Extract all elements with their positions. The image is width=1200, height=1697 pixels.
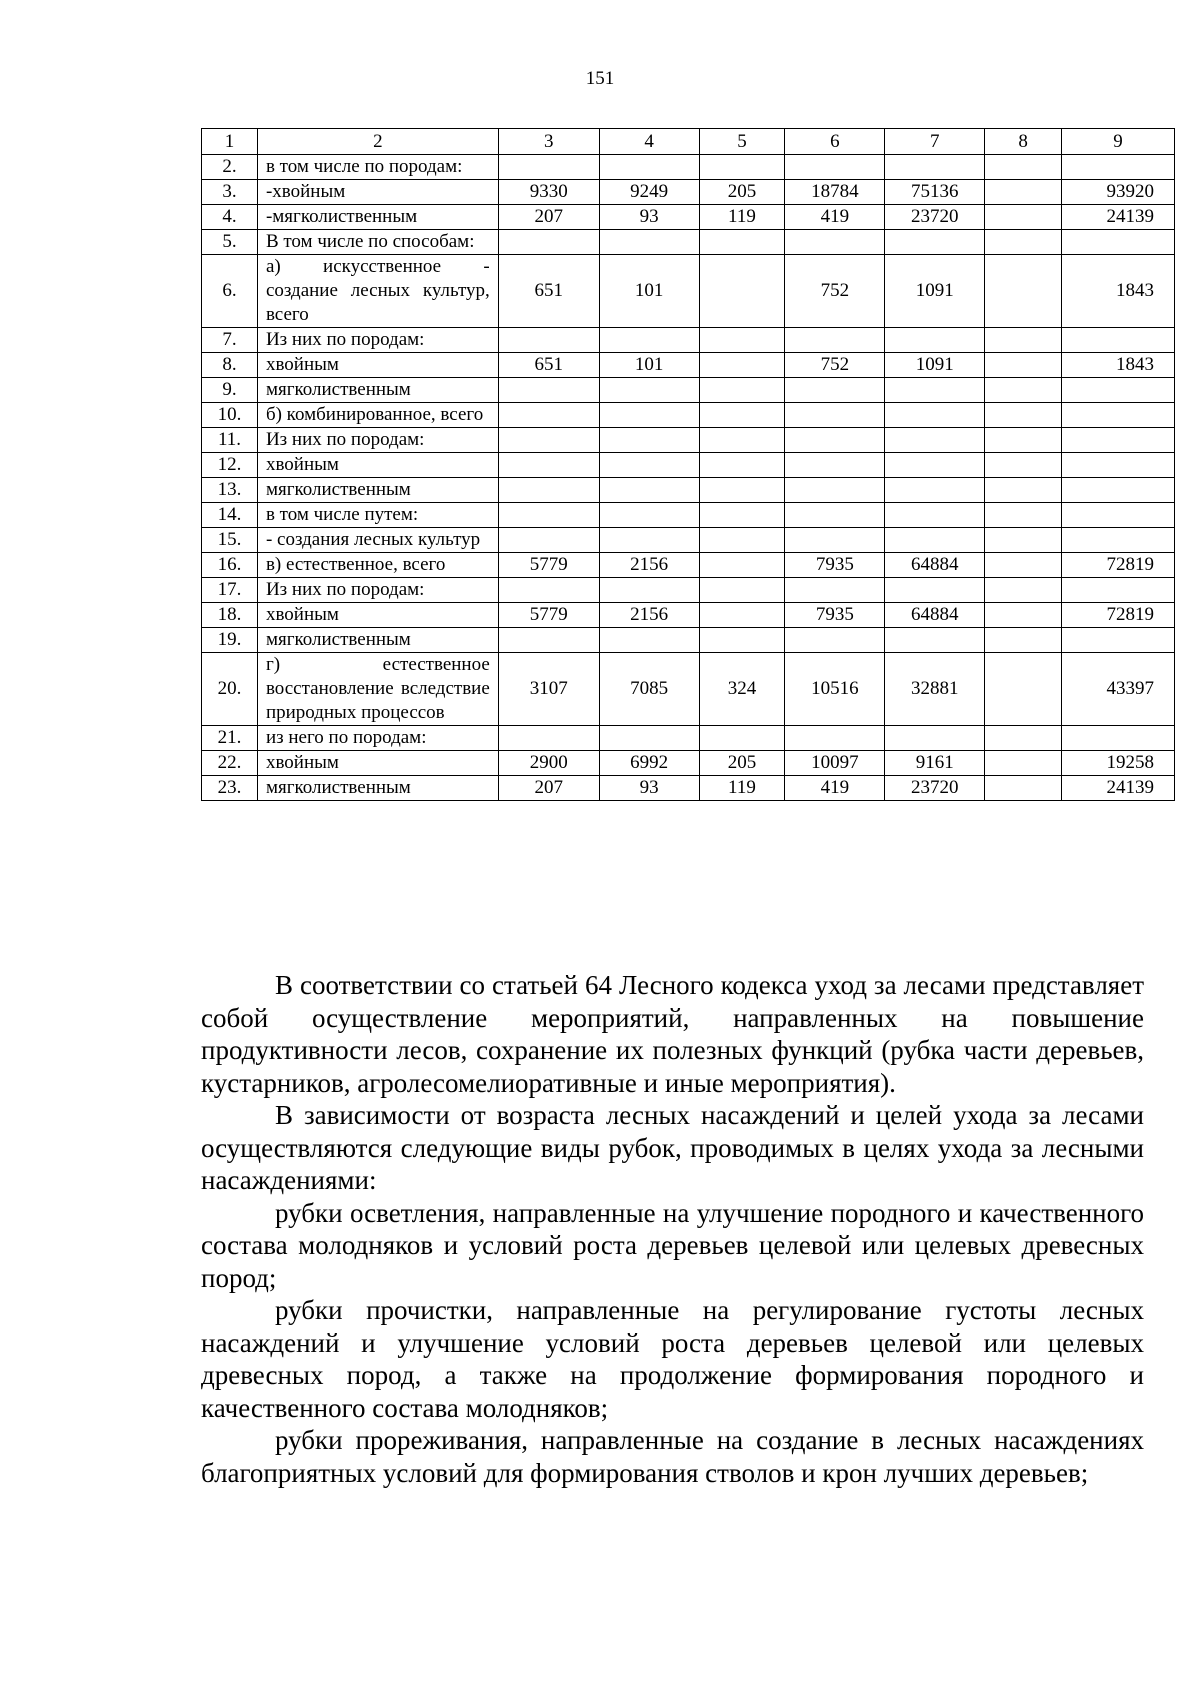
row-number-cell: 12. bbox=[202, 453, 258, 478]
value-cell: 205 bbox=[699, 180, 785, 205]
table-header-cell: 6 bbox=[785, 129, 885, 155]
value-cell bbox=[985, 603, 1062, 628]
table-row bbox=[202, 628, 1175, 653]
body-text bbox=[201, 969, 1144, 1489]
value-cell bbox=[699, 230, 785, 255]
value-cell bbox=[498, 726, 599, 751]
value-cell bbox=[498, 453, 599, 478]
value-cell bbox=[985, 403, 1062, 428]
paragraph: рубки осветления, направленные на улучшение породного и качественного состава молодняков и условий роста деревьев целевой или целевых древесных пород; bbox=[201, 1197, 1144, 1293]
row-description-cell: в) естественное, всего bbox=[257, 553, 498, 578]
total-cell: 1843 bbox=[1062, 353, 1175, 378]
row-description-cell: хвойным bbox=[257, 453, 498, 478]
value-cell: 2156 bbox=[599, 603, 699, 628]
value-cell bbox=[699, 453, 785, 478]
value-cell: 119 bbox=[699, 776, 785, 801]
value-cell bbox=[599, 528, 699, 553]
table-header-cell: 5 bbox=[699, 129, 785, 155]
value-cell bbox=[985, 180, 1062, 205]
table-row bbox=[202, 205, 1175, 230]
value-cell bbox=[785, 155, 885, 180]
value-cell: 9161 bbox=[885, 751, 985, 776]
value-cell bbox=[985, 155, 1062, 180]
value-cell: 23720 bbox=[885, 776, 985, 801]
value-cell bbox=[985, 528, 1062, 553]
value-cell bbox=[785, 578, 885, 603]
table-row bbox=[202, 528, 1175, 553]
value-cell bbox=[985, 776, 1062, 801]
value-cell bbox=[785, 528, 885, 553]
value-cell bbox=[498, 230, 599, 255]
value-cell bbox=[985, 328, 1062, 353]
value-cell bbox=[985, 726, 1062, 751]
total-cell: 43397 bbox=[1062, 653, 1175, 726]
row-number-cell: 21. bbox=[202, 726, 258, 751]
table-row bbox=[202, 428, 1175, 453]
value-cell: 101 bbox=[599, 353, 699, 378]
value-cell bbox=[498, 328, 599, 353]
value-cell bbox=[498, 528, 599, 553]
value-cell bbox=[498, 628, 599, 653]
value-cell bbox=[985, 353, 1062, 378]
value-cell bbox=[885, 378, 985, 403]
total-cell bbox=[1062, 328, 1175, 353]
value-cell bbox=[985, 230, 1062, 255]
value-cell bbox=[699, 503, 785, 528]
data-table bbox=[201, 128, 1175, 801]
total-cell: 93920 bbox=[1062, 180, 1175, 205]
total-cell bbox=[1062, 726, 1175, 751]
value-cell bbox=[699, 155, 785, 180]
value-cell bbox=[498, 378, 599, 403]
value-cell: 419 bbox=[785, 205, 885, 230]
total-cell bbox=[1062, 230, 1175, 255]
total-cell: 24139 bbox=[1062, 205, 1175, 230]
table-header-cell: 3 bbox=[498, 129, 599, 155]
page-number: 151 bbox=[585, 68, 615, 89]
row-description-cell: В том числе по способам: bbox=[257, 230, 498, 255]
value-cell bbox=[785, 230, 885, 255]
row-description-cell: в том числе по породам: bbox=[257, 155, 498, 180]
table-header-cell: 2 bbox=[257, 129, 498, 155]
value-cell bbox=[885, 726, 985, 751]
table-row bbox=[202, 353, 1175, 378]
value-cell bbox=[599, 478, 699, 503]
value-cell bbox=[599, 403, 699, 428]
value-cell: 5779 bbox=[498, 553, 599, 578]
total-cell bbox=[1062, 628, 1175, 653]
value-cell bbox=[885, 528, 985, 553]
table-row bbox=[202, 478, 1175, 503]
table-header-row bbox=[202, 129, 1175, 155]
value-cell: 651 bbox=[498, 255, 599, 328]
row-description-cell: -хвойным bbox=[257, 180, 498, 205]
value-cell bbox=[498, 478, 599, 503]
value-cell bbox=[885, 403, 985, 428]
total-cell: 72819 bbox=[1062, 553, 1175, 578]
value-cell: 752 bbox=[785, 255, 885, 328]
table-row bbox=[202, 255, 1175, 328]
value-cell bbox=[985, 478, 1062, 503]
value-cell bbox=[699, 578, 785, 603]
row-number-cell: 4. bbox=[202, 205, 258, 230]
table-row bbox=[202, 751, 1175, 776]
table-row bbox=[202, 603, 1175, 628]
value-cell bbox=[699, 553, 785, 578]
value-cell bbox=[985, 428, 1062, 453]
row-description-cell: хвойным bbox=[257, 751, 498, 776]
table-row bbox=[202, 155, 1175, 180]
row-number-cell: 3. bbox=[202, 180, 258, 205]
value-cell bbox=[699, 528, 785, 553]
value-cell: 1091 bbox=[885, 255, 985, 328]
value-cell: 1091 bbox=[885, 353, 985, 378]
value-cell bbox=[785, 378, 885, 403]
value-cell bbox=[599, 428, 699, 453]
row-description-cell: мягколиственным bbox=[257, 478, 498, 503]
value-cell bbox=[699, 378, 785, 403]
total-cell: 24139 bbox=[1062, 776, 1175, 801]
value-cell bbox=[985, 453, 1062, 478]
value-cell bbox=[985, 553, 1062, 578]
value-cell bbox=[985, 503, 1062, 528]
total-cell bbox=[1062, 478, 1175, 503]
table-header-cell: 4 bbox=[599, 129, 699, 155]
value-cell bbox=[885, 428, 985, 453]
row-number-cell: 9. bbox=[202, 378, 258, 403]
value-cell bbox=[599, 155, 699, 180]
total-cell bbox=[1062, 453, 1175, 478]
value-cell bbox=[785, 403, 885, 428]
row-number-cell: 20. bbox=[202, 653, 258, 726]
value-cell bbox=[699, 428, 785, 453]
value-cell: 93 bbox=[599, 776, 699, 801]
value-cell: 75136 bbox=[885, 180, 985, 205]
value-cell bbox=[885, 328, 985, 353]
value-cell: 7935 bbox=[785, 553, 885, 578]
value-cell bbox=[599, 628, 699, 653]
table-header-cell: 1 bbox=[202, 129, 258, 155]
total-cell: 72819 bbox=[1062, 603, 1175, 628]
value-cell: 752 bbox=[785, 353, 885, 378]
table-row bbox=[202, 503, 1175, 528]
table-row bbox=[202, 653, 1175, 726]
table-row bbox=[202, 578, 1175, 603]
value-cell bbox=[498, 428, 599, 453]
value-cell: 419 bbox=[785, 776, 885, 801]
row-number-cell: 10. bbox=[202, 403, 258, 428]
value-cell bbox=[985, 205, 1062, 230]
value-cell: 651 bbox=[498, 353, 599, 378]
total-cell bbox=[1062, 578, 1175, 603]
value-cell: 9249 bbox=[599, 180, 699, 205]
total-cell bbox=[1062, 378, 1175, 403]
value-cell bbox=[699, 328, 785, 353]
value-cell: 207 bbox=[498, 776, 599, 801]
value-cell: 3107 bbox=[498, 653, 599, 726]
row-number-cell: 7. bbox=[202, 328, 258, 353]
row-number-cell: 6. bbox=[202, 255, 258, 328]
table-row bbox=[202, 328, 1175, 353]
table-header-cell: 9 bbox=[1062, 129, 1175, 155]
row-number-cell: 14. bbox=[202, 503, 258, 528]
row-description-cell: Из них по породам: bbox=[257, 578, 498, 603]
value-cell bbox=[785, 328, 885, 353]
row-number-cell: 13. bbox=[202, 478, 258, 503]
total-cell: 19258 bbox=[1062, 751, 1175, 776]
value-cell: 207 bbox=[498, 205, 599, 230]
value-cell bbox=[885, 628, 985, 653]
row-description-cell: мягколиственным bbox=[257, 378, 498, 403]
value-cell: 7085 bbox=[599, 653, 699, 726]
value-cell bbox=[785, 628, 885, 653]
table-header-cell: 7 bbox=[885, 129, 985, 155]
value-cell bbox=[599, 230, 699, 255]
row-description-cell: -мягколиственным bbox=[257, 205, 498, 230]
value-cell: 23720 bbox=[885, 205, 985, 230]
value-cell bbox=[699, 628, 785, 653]
value-cell bbox=[785, 453, 885, 478]
row-number-cell: 17. bbox=[202, 578, 258, 603]
table-row bbox=[202, 726, 1175, 751]
value-cell bbox=[498, 155, 599, 180]
total-cell bbox=[1062, 528, 1175, 553]
row-number-cell: 18. bbox=[202, 603, 258, 628]
value-cell bbox=[885, 155, 985, 180]
value-cell: 64884 bbox=[885, 603, 985, 628]
row-number-cell: 2. bbox=[202, 155, 258, 180]
table-row bbox=[202, 180, 1175, 205]
value-cell bbox=[785, 726, 885, 751]
total-cell: 1843 bbox=[1062, 255, 1175, 328]
row-description-cell: хвойным bbox=[257, 603, 498, 628]
value-cell: 9330 bbox=[498, 180, 599, 205]
row-number-cell: 8. bbox=[202, 353, 258, 378]
value-cell bbox=[699, 478, 785, 503]
value-cell bbox=[885, 230, 985, 255]
paragraph: В соответствии со статьей 64 Лесного кодекса уход за лесами представляет собой осуществление мероприятий, направленных на повышение продуктивности лесов, сохранение их полезных функций (рубка части деревьев, кустарников, агролесомелиоративные и иные мероприятия). bbox=[201, 970, 1144, 1098]
value-cell bbox=[785, 428, 885, 453]
value-cell: 2156 bbox=[599, 553, 699, 578]
value-cell: 18784 bbox=[785, 180, 885, 205]
value-cell bbox=[699, 603, 785, 628]
value-cell bbox=[599, 378, 699, 403]
paragraph: рубки прореживания, направленные на создание в лесных насаждениях благоприятных условий для формирования стволов и крон лучших деревьев; bbox=[201, 1425, 1144, 1488]
value-cell: 93 bbox=[599, 205, 699, 230]
value-cell: 205 bbox=[699, 751, 785, 776]
value-cell bbox=[985, 378, 1062, 403]
row-description-cell: Из них по породам: bbox=[257, 428, 498, 453]
value-cell: 64884 bbox=[885, 553, 985, 578]
row-description-cell: мягколиственным bbox=[257, 628, 498, 653]
value-cell: 324 bbox=[699, 653, 785, 726]
value-cell: 6992 bbox=[599, 751, 699, 776]
table-row bbox=[202, 403, 1175, 428]
value-cell bbox=[985, 653, 1062, 726]
row-description-cell: из него по породам: bbox=[257, 726, 498, 751]
value-cell bbox=[599, 328, 699, 353]
row-number-cell: 11. bbox=[202, 428, 258, 453]
value-cell bbox=[699, 255, 785, 328]
row-description-cell: а) искусственное - создание лесных культур, всего bbox=[257, 255, 498, 328]
value-cell bbox=[885, 578, 985, 603]
total-cell bbox=[1062, 503, 1175, 528]
row-description-cell: г) естественное восстановление вследствие природных процессов bbox=[257, 653, 498, 726]
row-number-cell: 16. bbox=[202, 553, 258, 578]
row-description-cell: - создания лесных культур bbox=[257, 528, 498, 553]
value-cell bbox=[985, 751, 1062, 776]
table-row bbox=[202, 776, 1175, 801]
value-cell: 10516 bbox=[785, 653, 885, 726]
value-cell: 32881 bbox=[885, 653, 985, 726]
value-cell bbox=[599, 503, 699, 528]
row-description-cell: мягколиственным bbox=[257, 776, 498, 801]
value-cell bbox=[699, 726, 785, 751]
table-row bbox=[202, 553, 1175, 578]
value-cell bbox=[699, 353, 785, 378]
value-cell: 119 bbox=[699, 205, 785, 230]
row-description-cell: хвойным bbox=[257, 353, 498, 378]
total-cell bbox=[1062, 428, 1175, 453]
value-cell bbox=[785, 478, 885, 503]
value-cell bbox=[498, 503, 599, 528]
value-cell: 7935 bbox=[785, 603, 885, 628]
table-row bbox=[202, 378, 1175, 403]
row-description-cell: б) комбинированное, всего bbox=[257, 403, 498, 428]
value-cell bbox=[785, 503, 885, 528]
table-row bbox=[202, 453, 1175, 478]
value-cell: 5779 bbox=[498, 603, 599, 628]
value-cell bbox=[985, 255, 1062, 328]
table-body bbox=[202, 155, 1175, 801]
row-description-cell: Из них по породам: bbox=[257, 328, 498, 353]
value-cell: 2900 bbox=[498, 751, 599, 776]
value-cell bbox=[498, 578, 599, 603]
row-number-cell: 19. bbox=[202, 628, 258, 653]
row-number-cell: 15. bbox=[202, 528, 258, 553]
row-number-cell: 22. bbox=[202, 751, 258, 776]
value-cell bbox=[885, 478, 985, 503]
value-cell bbox=[599, 726, 699, 751]
value-cell bbox=[985, 578, 1062, 603]
paragraph: В зависимости от возраста лесных насаждений и целей ухода за лесами осуществляются следующие виды рубок, проводимых в целях ухода за лесными насаждениями: bbox=[201, 1100, 1144, 1195]
total-cell bbox=[1062, 155, 1175, 180]
value-cell bbox=[599, 453, 699, 478]
value-cell: 10097 bbox=[785, 751, 885, 776]
value-cell bbox=[599, 578, 699, 603]
table-row bbox=[202, 230, 1175, 255]
value-cell: 101 bbox=[599, 255, 699, 328]
total-cell bbox=[1062, 403, 1175, 428]
row-description-cell: в том числе путем: bbox=[257, 503, 498, 528]
value-cell bbox=[985, 628, 1062, 653]
value-cell bbox=[885, 453, 985, 478]
table-header-cell: 8 bbox=[985, 129, 1062, 155]
row-number-cell: 5. bbox=[202, 230, 258, 255]
value-cell bbox=[699, 403, 785, 428]
value-cell bbox=[885, 503, 985, 528]
row-number-cell: 23. bbox=[202, 776, 258, 801]
value-cell bbox=[498, 403, 599, 428]
paragraph: рубки прочистки, направленные на регулирование густоты лесных насаждений и улучшение условий роста деревьев целевой или целевых древесных пород, а также на продолжение формирования породного и качественного состава молодняков; bbox=[201, 1295, 1144, 1423]
